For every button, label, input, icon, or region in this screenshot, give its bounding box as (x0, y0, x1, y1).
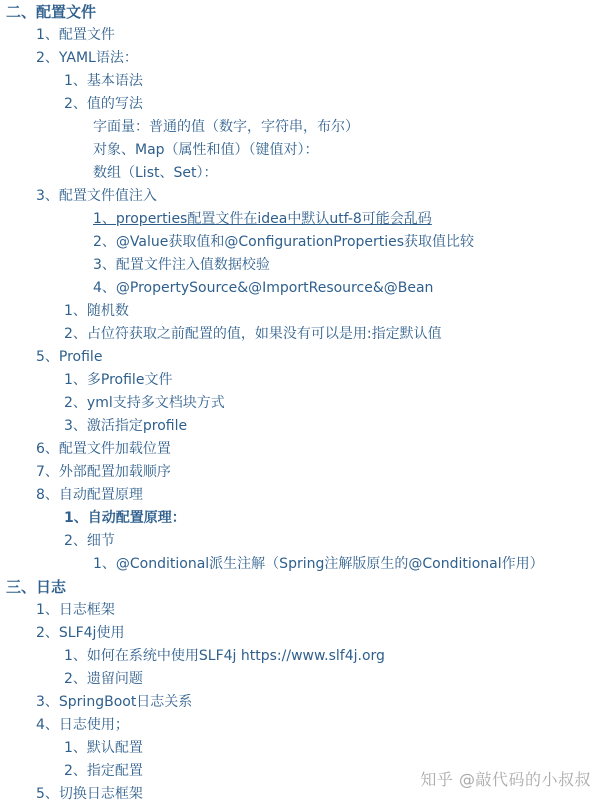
toc-item[interactable] (0, 507, 186, 529)
toc-link[interactable]: 4、日志使用； (36, 717, 129, 733)
toc-link[interactable]: 1、默认配置 (64, 740, 143, 756)
toc-link[interactable]: 2、遗留问题 (64, 671, 143, 687)
toc-link[interactable]: 1、基本语法 (64, 73, 143, 89)
toc-item[interactable] (0, 438, 171, 460)
toc-link[interactable]: 3、SpringBoot日志关系 (36, 694, 193, 710)
toc-link[interactable]: 2、值的写法 (64, 96, 143, 112)
toc-link[interactable]: 对象、Map（属性和值）（键值对）： (93, 142, 319, 158)
toc-link[interactable]: 2、指定配置 (64, 763, 143, 779)
toc-item[interactable] (0, 737, 143, 759)
toc-link[interactable]: 1、自动配置原理： (64, 510, 186, 526)
toc-item[interactable] (0, 323, 442, 345)
toc-link[interactable]: 1、配置文件 (36, 27, 115, 43)
toc-link[interactable]: 2、占位符获取之前配置的值，如果没有可以是用:指定默认值 (64, 326, 442, 342)
toc-link[interactable]: 8、自动配置原理 (36, 487, 143, 503)
toc-item[interactable] (0, 461, 171, 483)
toc-link[interactable]: 二、配置文件 (6, 3, 97, 21)
toc-item[interactable] (0, 162, 217, 184)
toc-link[interactable]: 1、日志框架 (36, 602, 115, 618)
section-heading[interactable] (0, 576, 66, 598)
toc-item[interactable] (0, 668, 143, 690)
toc-item[interactable] (0, 277, 433, 299)
toc-item[interactable] (0, 622, 124, 644)
toc-link[interactable]: 3、配置文件注入值数据校验 (93, 257, 270, 273)
toc-item[interactable] (0, 760, 143, 782)
toc-link[interactable]: 2、YAML语法： (36, 50, 138, 66)
toc-link[interactable]: 7、外部配置加载顺序 (36, 464, 171, 480)
watermark: 知乎 @敲代码的小叔叔 (420, 770, 591, 789)
toc-link[interactable]: 字面量：普通的值（数字，字符串，布尔） (93, 119, 359, 135)
toc-link[interactable]: 三、日志 (6, 578, 67, 596)
toc-item[interactable] (0, 208, 432, 230)
toc-link[interactable]: 1、多Profile文件 (64, 372, 173, 388)
toc-item[interactable] (0, 599, 115, 621)
toc-link[interactable]: 2、yml支持多文档块方式 (64, 395, 225, 411)
toc-item[interactable] (0, 185, 157, 207)
toc-item[interactable] (0, 783, 143, 805)
toc-link[interactable]: 2、细节 (64, 533, 115, 549)
toc-item[interactable] (0, 691, 192, 713)
toc-link[interactable]: 2、SLF4j使用 (36, 625, 125, 641)
toc-item[interactable] (0, 553, 544, 575)
toc-item[interactable] (0, 645, 385, 667)
toc-link[interactable]: 1、properties配置文件在idea中默认utf-8可能会乱码 (93, 211, 432, 227)
toc-item[interactable] (0, 415, 187, 437)
toc-link[interactable]: 3、激活指定profile (64, 418, 188, 434)
toc-link[interactable]: 5、切换日志框架 (36, 786, 143, 802)
toc-link[interactable]: 6、配置文件加载位置 (36, 441, 171, 457)
toc-item[interactable] (0, 714, 129, 736)
toc-item[interactable] (0, 369, 172, 391)
toc-link[interactable]: 数组（List、Set）： (93, 165, 218, 181)
toc-link[interactable]: 1、随机数 (64, 303, 129, 319)
toc-item[interactable] (0, 231, 474, 253)
toc-link[interactable]: 3、配置文件值注入 (36, 188, 157, 204)
toc-link[interactable]: 2、@Value获取值和@ConfigurationProperties获取值比较 (93, 234, 475, 250)
toc-item[interactable] (0, 116, 359, 138)
toc-item[interactable] (0, 300, 129, 322)
toc-item[interactable] (0, 93, 143, 115)
toc-item[interactable] (0, 392, 225, 414)
toc-item[interactable] (0, 24, 115, 46)
toc-item[interactable] (0, 70, 143, 92)
toc-item[interactable] (0, 139, 319, 161)
section-heading[interactable] (0, 1, 96, 23)
toc-link[interactable]: 1、@Conditional派生注解（Spring注解版原生的@Conditional作用） (93, 556, 544, 572)
toc-link[interactable]: 4、@PropertySource&@ImportResource&@Bean (93, 280, 434, 296)
toc-item[interactable] (0, 47, 138, 69)
toc-item[interactable] (0, 530, 115, 552)
toc-link[interactable]: 1、如何在系统中使用SLF4j https://www.slf4j.org (64, 648, 385, 664)
toc-item[interactable] (0, 346, 102, 368)
toc-item[interactable] (0, 254, 270, 276)
toc-item[interactable] (0, 484, 143, 506)
toc-link[interactable]: 5、Profile (36, 349, 103, 365)
